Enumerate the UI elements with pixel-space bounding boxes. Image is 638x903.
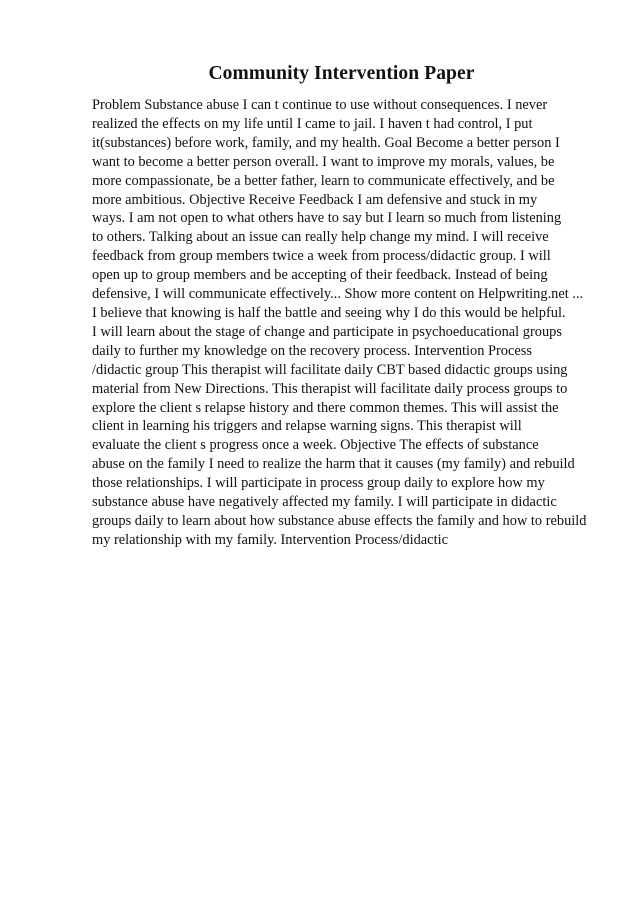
text-line: I believe that knowing is half the battle and seeing why I do this would be helpful. (92, 304, 566, 321)
text-line: more compassionate, be a better father, learn to communicate effectively, and be (92, 172, 555, 189)
text-line: evaluate the client s progress once a week. Objective The effects of substance (92, 437, 539, 454)
text-line: those relationships. I will participate in process group daily to explore how my (92, 475, 545, 492)
text-line: client in learning his triggers and relapse warning signs. This therapist will (92, 418, 522, 435)
text-line: material from New Directions. This therapist will facilitate daily process groups to (92, 380, 568, 397)
text-line: daily to further my knowledge on the recovery process. Intervention Process (92, 342, 532, 359)
text-line: feedback from group members twice a week from process/didactic group. I will (92, 248, 551, 265)
text-line: ways. I am not open to what others have to say but I learn so much from listening (92, 210, 562, 227)
text-line: I will learn about the stage of change and participate in psychoeducational groups (92, 323, 562, 340)
text-line: my relationship with my family. Intervention Process/didactic (92, 531, 448, 548)
page-title: Community Intervention Paper (208, 63, 475, 84)
text-line: substance abuse have negatively affected my family. I will participate in didactic (92, 494, 557, 511)
text-line: Problem Substance abuse I can t continue to use without consequences. I never (92, 97, 548, 113)
text-line: defensive, I will communicate effectively... Show more content on Helpwriting.net ... (92, 286, 584, 303)
text-line: more ambitious. Objective Receive Feedback I am defensive and stuck in my (92, 191, 538, 208)
body-text (92, 96, 612, 550)
text-line: abuse on the family I need to realize the harm that it causes (my family) and rebuild (92, 456, 575, 473)
text-line: explore the client s relapse history and there common themes. This will assist the (92, 399, 559, 416)
text-line: to others. Talking about an issue can really help change my mind. I will receive (92, 229, 549, 246)
text-line: realized the effects on my life until I came to jail. I haven t had control, I put (92, 115, 533, 132)
text-line: it(substances) before work, family, and my health. Goal Become a better person I (92, 134, 560, 151)
text-line: /didactic group This therapist will facilitate daily CBT based didactic groups using (92, 361, 568, 378)
text-line: open up to group members and be accepting of their feedback. Instead of being (92, 267, 548, 284)
text-line: want to become a better person overall. I want to improve my morals, values, be (92, 153, 555, 170)
text-line: groups daily to learn about how substance abuse effects the family and how to rebuild (92, 512, 587, 529)
